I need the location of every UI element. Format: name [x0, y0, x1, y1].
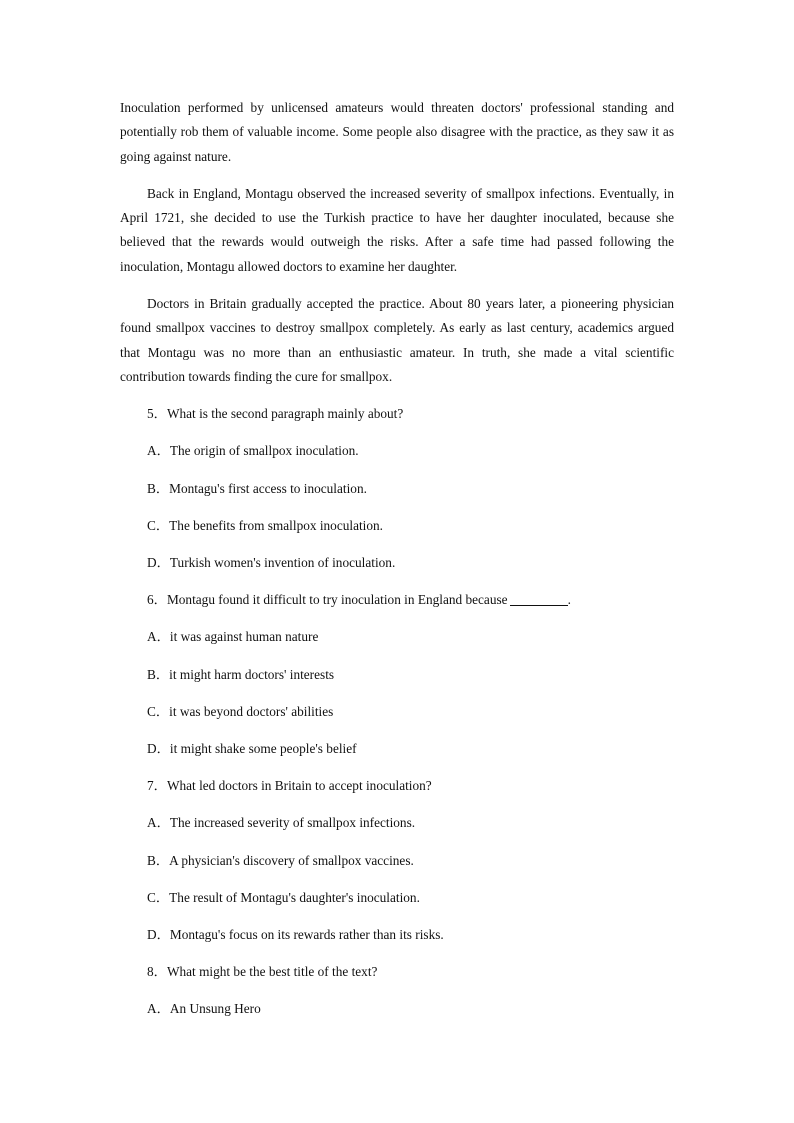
option-text: it might shake some people's belief	[169, 740, 357, 756]
question-number: 5．	[147, 406, 167, 422]
answer-blank	[510, 591, 568, 606]
question-number: 7．	[147, 778, 167, 794]
option-text: it was against human nature	[169, 629, 319, 645]
option-6d	[147, 737, 674, 761]
option-6a	[147, 625, 674, 649]
question-number: 8．	[147, 964, 167, 980]
option-label: B．	[147, 666, 170, 682]
option-5a	[147, 439, 674, 463]
option-6b	[147, 663, 674, 687]
option-text: The origin of smallpox inoculation.	[169, 443, 359, 459]
option-label: B．	[147, 852, 170, 868]
question-number: 6．	[147, 592, 167, 608]
option-5b	[147, 477, 674, 501]
option-label: D．	[147, 740, 170, 756]
question-5	[147, 402, 674, 426]
option-6c	[147, 700, 674, 724]
option-text: The benefits from smallpox inoculation.	[169, 517, 383, 533]
option-label: A．	[147, 815, 170, 831]
paragraph-1: Inoculation performed by unlicensed amateurs would threaten doctors' professional standing and potentially rob them of valuable income. Some people also disagree with the practice, as they saw it as going against nature.	[120, 100, 674, 164]
question-text: What might be the best title of the text?	[166, 964, 378, 980]
question-8	[147, 960, 674, 984]
option-label: D．	[147, 926, 170, 942]
option-7a	[147, 811, 674, 835]
question-text: Montagu found it difficult to try inoculation in England because	[166, 592, 508, 608]
option-label: B．	[147, 480, 170, 496]
option-5c	[147, 514, 674, 538]
paragraph-3: Doctors in Britain gradually accepted the practice. About 80 years later, a pioneering physician found smallpox vaccines to destroy smallpox completely. As early as last century, academics argued that Montagu was no more than an enthusiastic amateur. In truth, she made a vital scientific contribution towards finding the cure for smallpox.	[120, 296, 674, 384]
option-text: The increased severity of smallpox infections.	[169, 815, 416, 831]
option-text: Turkish women's invention of inoculation.	[169, 555, 396, 571]
option-text: An Unsung Hero	[169, 1001, 261, 1017]
option-text: it was beyond doctors' abilities	[169, 703, 334, 719]
question-7	[147, 774, 674, 798]
option-text: The result of Montagu's daughter's inoculation.	[169, 889, 420, 905]
option-5d	[147, 551, 674, 575]
document-page	[120, 96, 674, 1022]
option-text: A physician's discovery of smallpox vaccines.	[169, 852, 414, 868]
option-label: C．	[147, 517, 170, 533]
option-label: A．	[147, 443, 170, 459]
option-7c	[147, 886, 674, 910]
option-text: Montagu's focus on its rewards rather than its risks.	[169, 926, 444, 942]
question-text: What is the second paragraph mainly about?	[166, 406, 404, 422]
option-label: A．	[147, 629, 170, 645]
paragraph-2: Back in England, Montagu observed the increased severity of smallpox infections. Eventually, in April 1721, she decided to use the Turkish practice to have her daughter inoculated, because she believed that the rewards would outweigh the risks. After a safe time had passed following the inoculation, Montagu allowed doctors to examine her daughter.	[120, 185, 674, 274]
option-label: C．	[147, 703, 170, 719]
option-label: C．	[147, 889, 170, 905]
question-6	[147, 588, 674, 612]
option-7b	[147, 849, 674, 873]
option-text: Montagu's first access to inoculation.	[169, 480, 367, 496]
option-text: it might harm doctors' interests	[169, 666, 335, 682]
question-text: What led doctors in Britain to accept inoculation?	[166, 778, 432, 794]
question-end: .	[567, 592, 571, 608]
option-8a	[147, 997, 674, 1021]
option-label: A．	[147, 1001, 170, 1017]
option-7d	[147, 923, 674, 947]
option-label: D．	[147, 555, 170, 571]
